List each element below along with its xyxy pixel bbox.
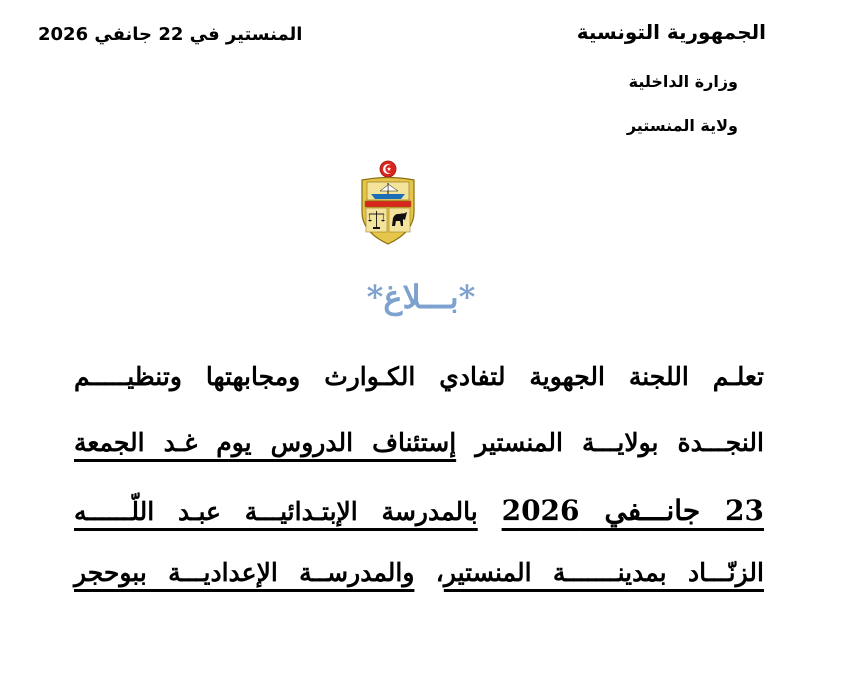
body-line-1: تعلـم اللجنة الجهوية لتفادي الكـوارث ومجابهتها وتنظيـــــم <box>74 362 764 391</box>
body-line-2 <box>74 428 764 458</box>
governorate-name: ولاية المنستير <box>626 116 738 135</box>
body-line-3 <box>74 494 764 528</box>
body-line-3-rest: بالمدرسة الإبتـدائيـــة عبـد اللّــــــه <box>74 497 478 526</box>
body-line-4-separator: ، <box>435 558 444 587</box>
place-and-date: المنستير في 22 جانفي 2026 <box>38 24 303 45</box>
republic-name: الجمهورية التونسية <box>576 20 766 44</box>
body-line-4-rest: والمدرســة الإعداديـــة ببوحجر <box>74 558 415 587</box>
resumption-date: 23 جانـــفي 2026 <box>501 494 764 527</box>
body-line-4-underlined: الزنّـــاد بمدينـــــــة المنستير <box>443 558 764 587</box>
body-line-4 <box>74 558 764 588</box>
tunisia-coat-of-arms-icon <box>357 160 419 246</box>
ministry-name: وزارة الداخلية <box>628 72 738 91</box>
notice-title: *بـــلاغ* <box>366 278 476 316</box>
body-line-2-plain: النجـــدة بولايـــة المنستير <box>475 428 764 457</box>
body-line-2-underlined: إستئناف الدروس يوم غـد الجمعة <box>74 428 457 457</box>
